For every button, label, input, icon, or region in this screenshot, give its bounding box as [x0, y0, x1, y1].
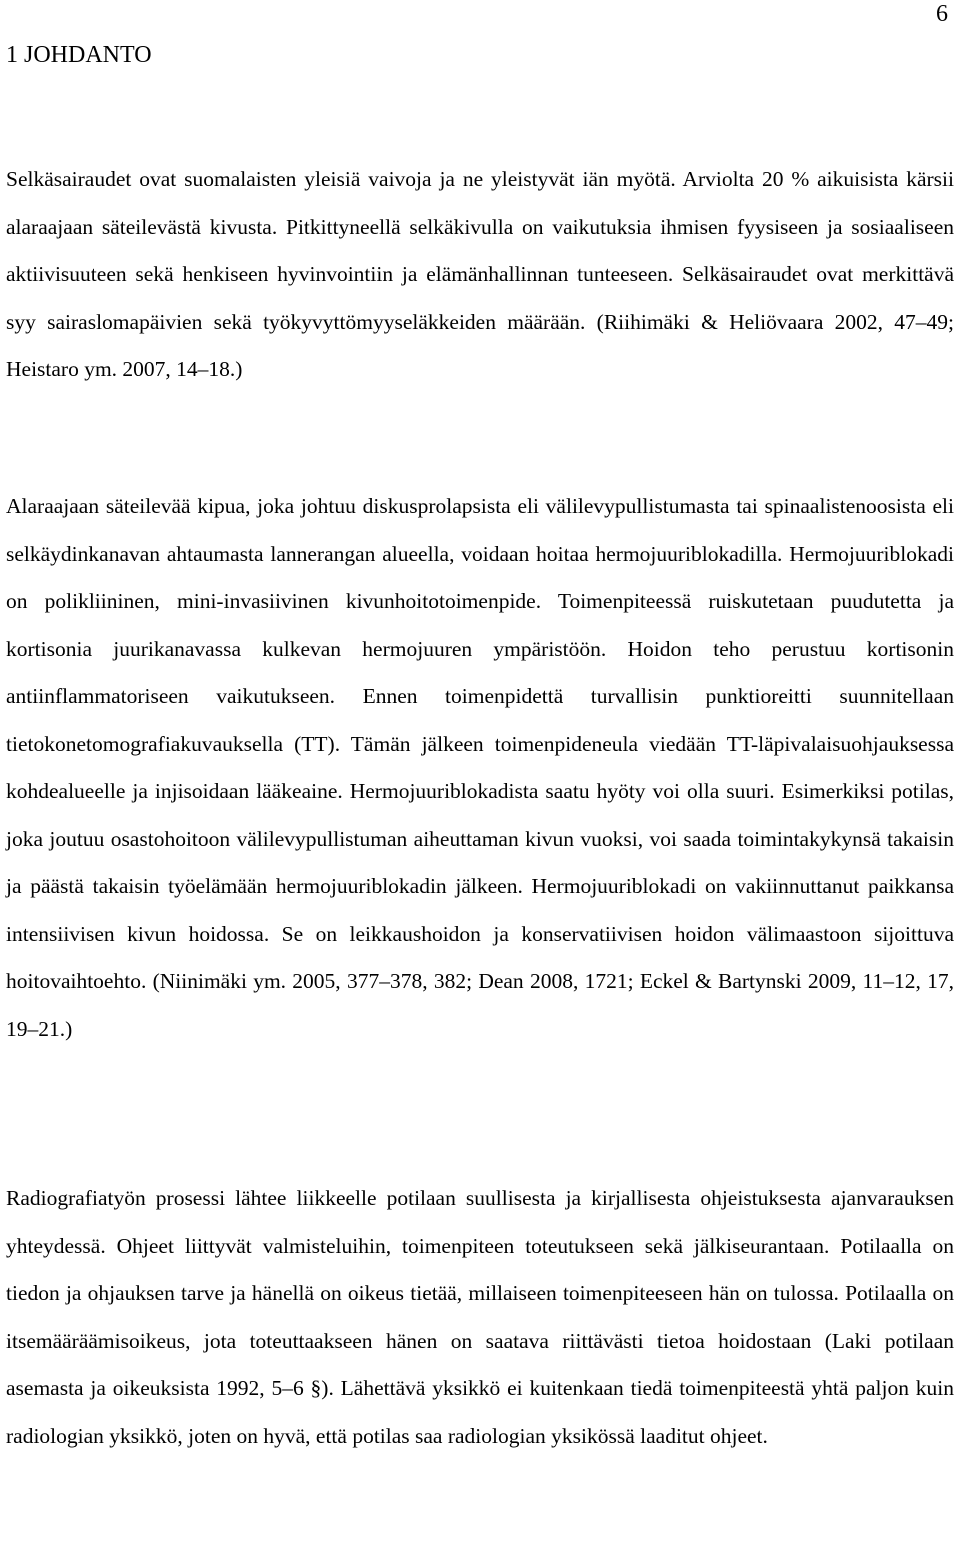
section-heading: 1 JOHDANTO	[6, 42, 152, 68]
paragraph-1: Selkäsairaudet ovat suomalaisten yleisiä vaivoja ja ne yleistyvät iän myötä. Arviolta 20 % aikuisista kärsii alaraajaan säteilevästä kivusta. Pitkittyneellä selkäkivulla on vaikutuksia ihmisen fyysiseen ja sosiaaliseen aktiivisuuteen sekä henkiseen hyvinvointiin ja elämänhallinnan tunteeseen. Selkäsairaudet ovat merkittävä syy sairaslomapäivien sekä työkyvyttömyyseläkkeiden määrään. (Riihimäki & Heliövaara 2002, 47–49; Heistaro ym. 2007, 14–18.)	[6, 167, 954, 381]
paragraph-2: Alaraajaan säteilevää kipua, joka johtuu diskusprolapsista eli välilevypullistumasta tai spinaalistenoosista eli selkäydinkanavan ahtaumasta lannerangan alueella, voidaan hoitaa hermojuuriblokadilla. Hermojuuriblokadi on polikliininen, mini-invasiivinen kivunhoitotoimenpide. Toimenpiteessä ruiskutetaan puudutetta ja kortisonia juurikanavassa kulkevan hermojuuren ympäristöön. Hoidon teho perustuu kortisonin antiinflammatoriseen vaikutukseen. Ennen toimenpidettä turvallisin punktioreitti suunnitellaan tietokonetomografiakuvauksella (TT). Tämän jälkeen toimenpideneula viedään TT-läpivalaisuohjauksessa kohdealueelle ja injisoidaan lääkeaine. Hermojuuriblokadista saatu hyöty voi olla suuri. Esimerkiksi potilas, joka joutuu osastohoitoon välilevypullistuman aiheuttaman kivun vuoksi, voi saada toimintakykynsä takaisin ja päästä takaisin työelämään hermojuuriblokadin jälkeen. Hermojuuriblokadi on vakiinnuttanut paikkansa intensiivisen kivun hoidossa. Se on leikkaushoidon ja konservatiivisen hoidon välimaastoon sijoittuva hoitovaihtoehto. (Niinimäki ym. 2005, 377–378, 382; Dean 2008, 1721; Eckel & Bartynski 2009, 11–12, 17, 19–21.)	[6, 494, 954, 1041]
paragraph-3: Radiografiatyön prosessi lähtee liikkeelle potilaan suullisesta ja kirjallisesta ohjeistuksesta ajanvarauksen yhteydessä. Ohjeet liittyvät valmisteluihin, toimenpiteen toteutukseen sekä jälkiseurantaan. Potilaalla on tiedon ja ohjauksen tarve ja hänellä on oikeus tietää, millaiseen toimenpiteeseen hän on tulossa. Potilaalla on itsemääräämisoikeus, jota toteuttaakseen hänen on saatava riittävästi tietoa hoidostaan (Laki potilaan asemasta ja oikeuksista 1992, 5–6 §). Lähettävä yksikkö ei kuitenkaan tiedä toimenpiteestä yhtä paljon kuin radiologian yksikkö, joten on hyvä, että potilas saa radiologian yksikössä laaditut ohjeet.	[6, 1186, 954, 1448]
page-number: 6	[936, 1, 948, 27]
